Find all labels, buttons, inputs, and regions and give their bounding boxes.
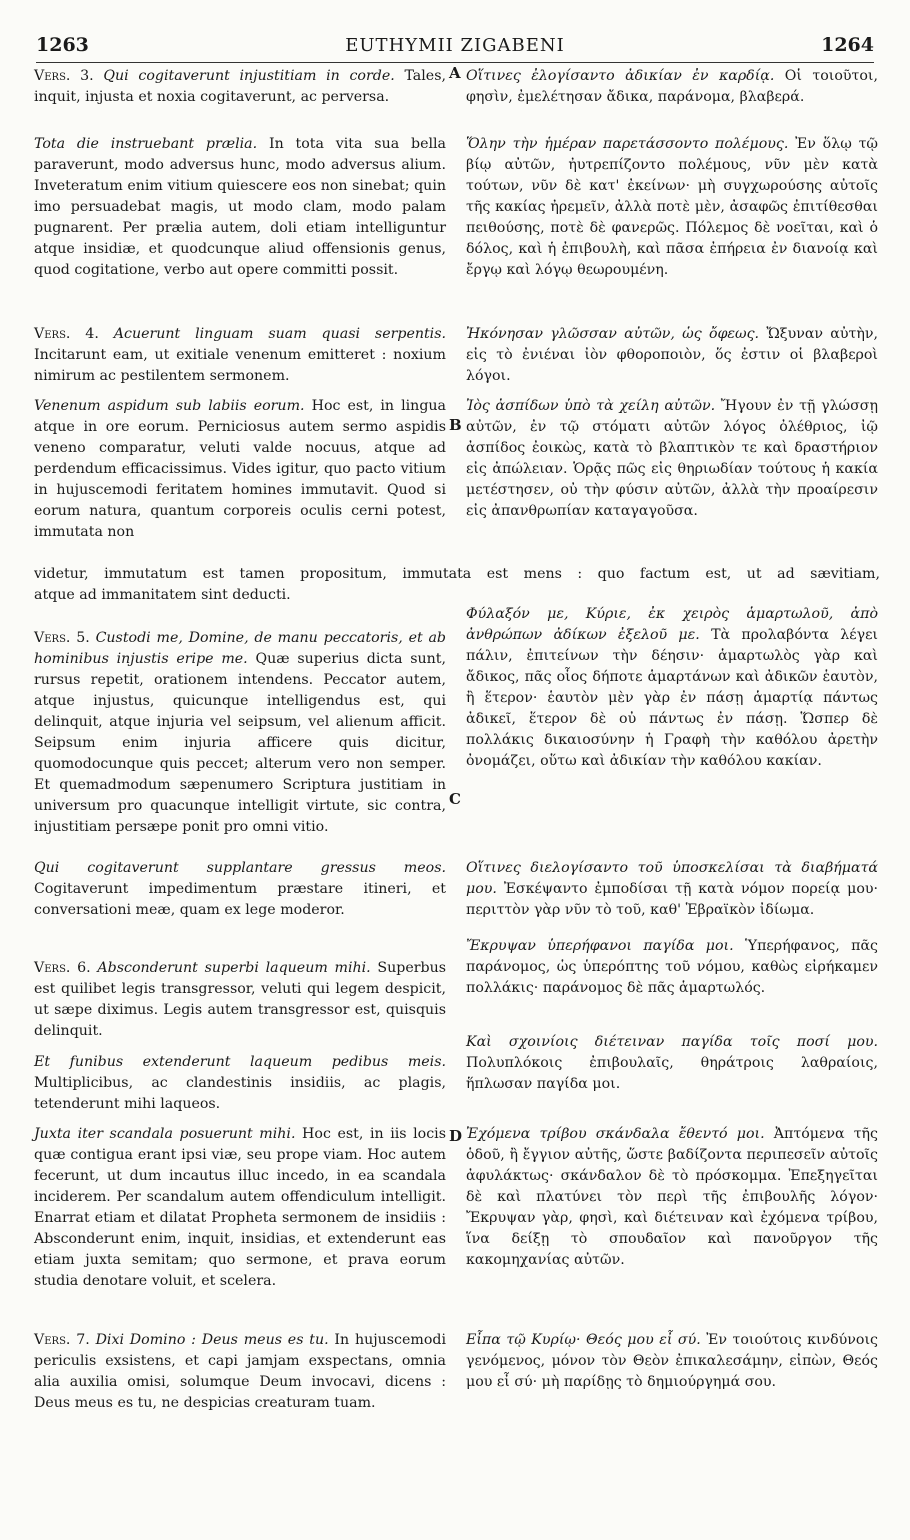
greek-paragraph-9 — [466, 1124, 878, 1271]
greek-lemma: Ἔκρυψαν ὑπερήφανοι παγίδα μοι. — [466, 938, 734, 954]
margin-marker-c: C — [449, 790, 461, 808]
latin-commentary: Superbus est quilibet legis transgressor, veluti qui legem despicit, ut sæpe diximus. Legis autem transgressor est, quisquis delinquit. — [34, 960, 447, 1039]
latin-paragraph-vers7 — [34, 1330, 446, 1414]
latin-commentary: Tales, inquit, injusta et noxia cogitaverunt, ac perversa. — [34, 68, 446, 105]
verse-number: Vers. 6. — [34, 960, 91, 976]
greek-lemma: Ἰὸς ἀσπίδων ὑπὸ τὰ χείλη αὐτῶν. — [466, 398, 716, 414]
greek-lemma: Εἶπα τῷ Κυρίῳ· Θεός μου εἶ σύ. — [466, 1332, 701, 1348]
latin-commentary: Incitarunt eam, ut exitiale venenum emitteret : noxium nimirum ac pestilentem sermonem. — [34, 347, 446, 384]
latin-lemma: Juxta iter scandala posuerunt mihi. — [34, 1126, 296, 1142]
greek-paragraph-2 — [466, 134, 878, 281]
greek-paragraph-5 — [466, 604, 878, 772]
greek-commentary: Ἐσκέψαντο ἐμποδίσαι τῇ κατὰ νόμον πορείᾳ μου· περιττὸν γὰρ νῦν τὸ τοῦ, καθ' Ἑβραϊκὸν ἰδίωμα. — [466, 881, 879, 918]
latin-lemma: Custodi me, Domine, de manu peccatoris, et ab hominibus injustis eripe me. — [34, 630, 447, 667]
latin-paragraph-proelia — [34, 134, 446, 281]
greek-paragraph-7 — [466, 936, 878, 999]
latin-commentary: Cogitaverunt impedimentum præstare itineri, et conversationi meæ, quam ex lege moderor. — [34, 881, 446, 918]
latin-paragraph-vers3 — [34, 66, 446, 108]
header-rule — [36, 62, 874, 63]
right-page-number: 1264 — [821, 34, 874, 56]
latin-paragraph-supplantare — [34, 858, 446, 921]
latin-paragraph-funibus — [34, 1052, 446, 1115]
greek-lemma: Οἵτινες ἐλογίσαντο ἀδικίαν ἐν καρδίᾳ. — [466, 68, 775, 84]
verse-number: Vers. 7. — [34, 1332, 90, 1348]
greek-lemma: Ἐχόμενα τρίβου σκάνδαλα ἔθεντό μοι. — [466, 1126, 765, 1142]
greek-commentary: Ἤγουν ἐν τῇ γλώσσῃ αὐτῶν, ἐν τῷ στόματι αὐτῶν λόγος ὀλέθριος, ἰῷ ἀσπίδος ἐοικὼς, κατὰ τὸ βλαπτικὸν τε καὶ δραστήριον εἰς ἀπώλειαν. Ὁρᾷς πῶς εἰς θηριωδίαν τούτους ἡ κακία μετέστησεν, οὐ τὴν φύσιν αὐτῶν, ἀλλὰ τὴν προαίρεσιν εἰς ἀπανθρωπίαν καταγαγοῦσα. — [466, 398, 878, 519]
latin-lemma: Absconderunt superbi laqueum mihi. — [97, 960, 371, 976]
greek-commentary: Τὰ προλαβόντα λέγει πάλιν, ἐπιτείνων τὴν δέησιν· ἁμαρτωλὸς γὰρ καὶ ἄδικος, πᾶς οἷος δήποτε ἁμαρτάνων καὶ ἀδικῶν ἑαυτὸν, ἢ ἕτερον· ἑαυτὸν μὲν γὰρ ἐν πάσῃ ἁμαρτίᾳ πάντως ἀδικεῖ, ἕτερον δὲ οὐ πάντως ἐν πάσῃ. Ὥσπερ δὲ πολλάκις δικαιοσύνην ἡ Γραφὴ τὴν καθόλου ἀρετὴν ὀνομάζει, οὕτω καὶ ἀδικίαν τὴν καθόλου κακίαν. — [466, 627, 878, 769]
latin-lemma: Qui cogitaverunt supplantare gressus meos. — [34, 860, 446, 876]
left-page-number: 1263 — [36, 34, 89, 56]
greek-lemma: Ἠκόνησαν γλῶσσαν αὐτῶν, ὡς ὄφεως. — [466, 326, 760, 342]
margin-marker-d: D — [449, 1127, 463, 1145]
greek-commentary: Ἀπτόμενα τῆς ὁδοῦ, ἢ ἔγγιον αὐτῆς, ὥστε βαδίζοντα περιπεσεῖν αὐτοῖς ἀφυλάκτως· σκάνδαλον δὲ τὸ πρόσκομμα. Ἐπεξηγεῖται δὲ καὶ πλατύνει τὸν περὶ τῆς ἐπιβουλῆς λόγον· Ἔκρυψαν γὰρ, φησὶ, καὶ διέτειναν καὶ ἐχόμενα τρίβου, ἵνα δείξῃ τὸ σπουδαῖον καὶ πανοῦργον τῆς κακομηχανίας αὐτῶν. — [466, 1126, 879, 1268]
latin-paragraph-scandala — [34, 1124, 446, 1292]
latin-lemma: Venenum aspidum sub labiis eorum. — [34, 398, 305, 414]
greek-commentary: Οἱ τοιοῦτοι, φησὶν, ἐμελέτησαν ἄδικα, παράνομα, βλαβερά. — [466, 68, 878, 105]
verse-number: Vers. 4. — [34, 326, 99, 342]
latin-commentary: In tota vita sua bella paraverunt, modo adversus hunc, modo adversus alium. Inveteratum enim vitium quiescere eos non sinebat; quin imo persuadebat magis, ut modo clam, modo palam pugnarent. Per prælia autem, doli etiam intelliguntur atque insidiæ, et quodcunque aliud offensionis genus, quod cogitatione, verbo aut opere committi possit. — [34, 136, 446, 278]
greek-commentary: Ὤξυναν αὐτὴν, εἰς τὸ ἐνιέναι ἰὸν φθοροποιὸν, ὅς ἐστιν οἱ βλαβεροὶ λόγοι. — [466, 326, 878, 384]
greek-lemma: Ὅλην τὴν ἡμέραν παρετάσσοντο πολέμους. — [466, 136, 789, 152]
latin-paragraph-vers6 — [34, 958, 446, 1042]
margin-marker-a: A — [449, 64, 461, 82]
greek-paragraph-3 — [466, 324, 878, 387]
page-header — [36, 34, 874, 64]
latin-commentary: Hoc est, in lingua atque in ore eorum. Perniciosus autem sermo aspidis veneno comparatur, veluti valde nocuus, atque ad perdendum efficacissimus. Vides igitur, quo pacto vitium in hujuscemodi feritatem homines immutavit. Quod si eorum natura, quantum corporeis oculis cerni potest, immutata non — [34, 398, 446, 540]
greek-commentary: Ὑπερήφανος, πᾶς παράνομος, ὡς ὑπερόπτης τοῦ νόμου, καθὼς εἰρήκαμεν πολλάκις· παράνομος δὲ πᾶς ἁμαρτωλός. — [466, 938, 878, 996]
latin-commentary: In hujuscemodi periculis exsistens, et capi jamjam exspectans, omnia alia auxilia omisi, solumque Deum invocavi, dicens : Deus meus es tu, ne despicias creaturam tuam. — [34, 1332, 446, 1411]
greek-lemma: Οἵτινες διελογίσαντο τοῦ ὑποσκελίσαι τὰ διαβήματά μου. — [466, 860, 878, 897]
verse-number: Vers. 3. — [34, 68, 94, 84]
greek-paragraph-8 — [466, 1032, 878, 1095]
greek-lemma: Καὶ σχοινίοις διέτειναν παγίδα τοῖς ποσί μου. — [466, 1034, 878, 1050]
latin-commentary: Hoc est, in iis locis quæ contigua erant ipsi viæ, seu prope viam. Hoc autem fecerunt, ut dum incautus illuc incedo, in ea scandala inciderem. Per scandalum autem offendiculum intelligit. Enarrat etiam et dilatat Propheta sermonem de insidiis : Absconderunt enim, inquit, insidias, et extenderunt eas etiam juxta semitam; quo sermone, et prava eorum studia denotare voluit, et scelera. — [34, 1126, 446, 1289]
latin-lemma: Dixi Domino : Deus meus es tu. — [95, 1332, 329, 1348]
greek-commentary: Ἐν ὅλῳ τῷ βίῳ αὐτῶν, ἠυτρεπίζοντο πολέμους, νῦν μὲν κατὰ τούτων, νῦν δὲ κατ' ἐκείνων· μὴ συγχωρούσης αὐτοῖς τῆς κακίας ἠρεμεῖν, ἀλλὰ ποτὲ μὲν, ἀσαφῶς ἐπιτίθεσθαι πειθούσης, ποτὲ δὲ φανερῶς. Πόλεμος δὲ νοεῖται, καὶ ὁ δόλος, καὶ ἡ ἐπιβουλὴ, καὶ πᾶσα ἐπήρεια ἐν διανοίᾳ καὶ ἔργῳ καὶ λόγῳ θεωρουμένη. — [466, 136, 878, 278]
continuation-line-2: atque ad immanitatem sint deducti. — [34, 587, 291, 603]
latin-commentary: Multiplicibus, ac clandestinis insidiis, ac plagis, tetenderunt mihi laqueos. — [34, 1075, 446, 1112]
margin-marker-b: B — [449, 416, 462, 434]
latin-lemma: Acuerunt linguam suam quasi serpentis. — [113, 326, 447, 342]
verse-number: Vers. 5. — [34, 630, 90, 646]
greek-commentary: Ἐν τοιούτοις κινδύνοις γενόμενος, μόνον τὸν Θεὸν ἐπικαλεσάμην, εἰπὼν, Θεός μου εἶ σύ· μὴ παρίδῃς τὸ δημιούργημά σου. — [466, 1332, 878, 1390]
greek-paragraph-4 — [466, 396, 878, 522]
latin-lemma: Qui cogitaverunt injustitiam in corde. — [103, 68, 395, 84]
latin-paragraph-vers5 — [34, 628, 446, 838]
greek-commentary: Πολυπλόκοις ἐπιβουλαῖς, θηράτροις λαθραίοις, ἥπλωσαν παγίδα μοι. — [466, 1055, 878, 1092]
latin-lemma: Tota die instruebant prælia. — [34, 136, 258, 152]
greek-paragraph-1 — [466, 66, 878, 108]
latin-paragraph-vers4 — [34, 324, 446, 387]
latin-commentary: Quæ superius dicta sunt, rursus repetit, orationem intendens. Peccator autem, atque injustus, quicunque intelligendus est, qui delinquit, atque injuria vel seipsum, vel alienum afficit. Seipsum enim injuria afficere quis dicitur, quomodocunque quis peccet; alterum vero non semper. Et quemadmodum sæpenumero Scriptura justitiam in universum pro quacunque intelligit virtute, sic contra, injustitiam persæpe ponit pro omni vitio. — [34, 651, 446, 835]
latin-lemma: Et funibus extenderunt laqueum pedibus meis. — [34, 1054, 446, 1070]
running-title: EUTHYMII ZIGABENI — [345, 35, 565, 56]
continuation-line-1: videtur, immutatum est tamen propositum, immutata est mens : quo factum est, ut ad sævitiam, — [34, 566, 880, 582]
full-width-continuation — [34, 564, 880, 606]
greek-paragraph-10 — [466, 1330, 878, 1393]
latin-paragraph-venenum — [34, 396, 446, 543]
greek-lemma: Φύλαξόν με, Κύριε, ἐκ χειρὸς ἁμαρτωλοῦ, ἀπὸ ἀνθρώπων ἀδίκων ἐξελοῦ με. — [466, 606, 878, 643]
greek-paragraph-6 — [466, 858, 878, 921]
